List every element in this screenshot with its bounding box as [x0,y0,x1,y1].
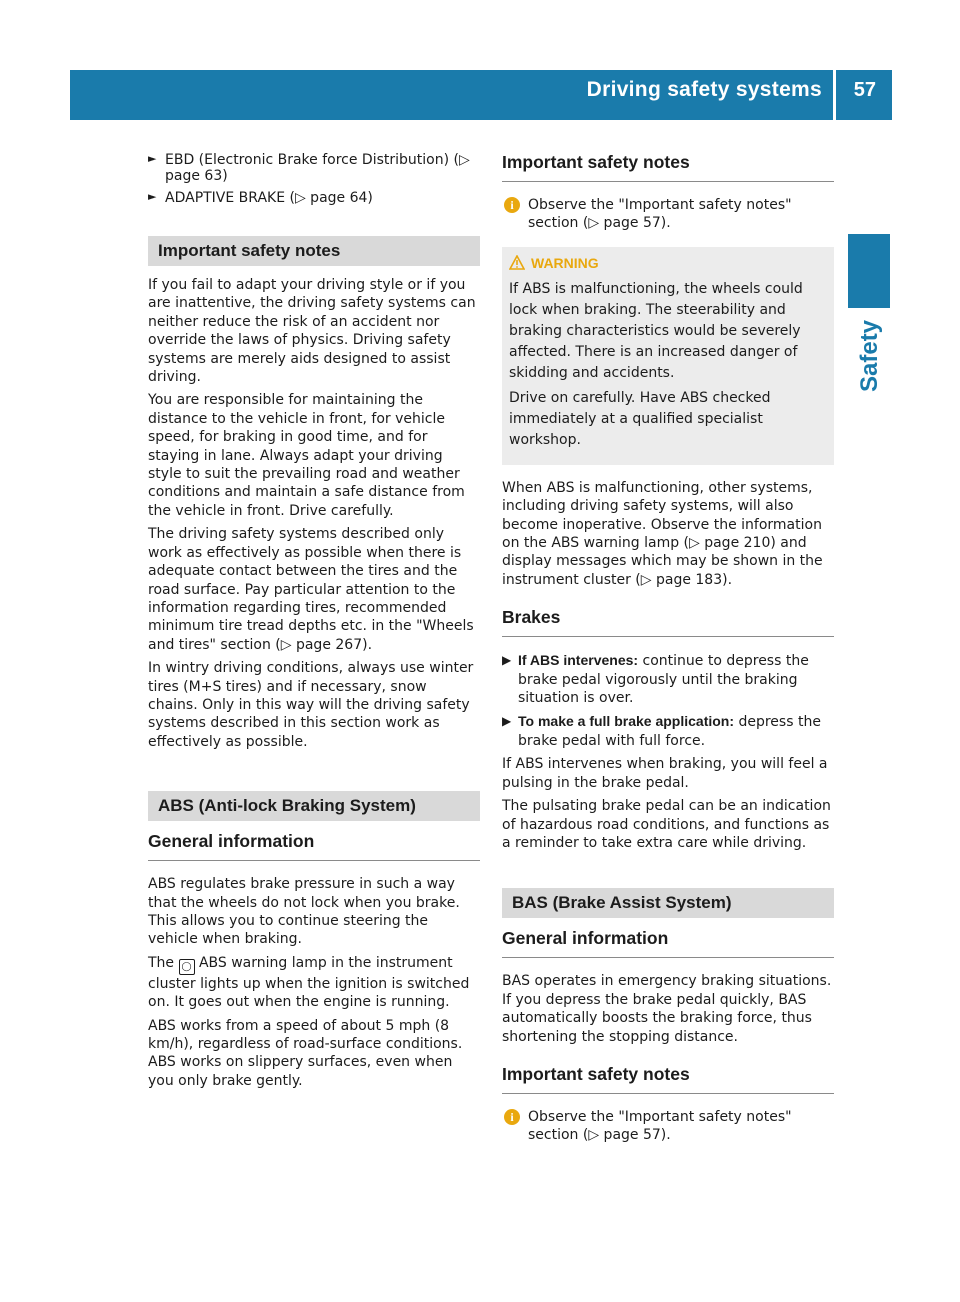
section-heading: Brakes [502,607,834,637]
paragraph: ABS regulates brake pressure in such a way that the wheels do not lock when you brake. This allows you to continue steering the vehicle when braking. [148,876,460,948]
info-note [502,1108,834,1145]
section-title: Driving safety systems [586,78,822,101]
info-icon: i [504,197,520,213]
page-number: 57 [853,79,876,101]
warning-text: If ABS is malfunctioning, the wheels could lock when braking. The steerability and braking characteristics would be severely affected. There is an increased danger of skidding and accidents. [509,280,803,381]
paragraph: If ABS intervenes when braking, you will feel a pulsing in the brake pedal. [502,756,828,791]
chapter-tab[interactable] [848,234,890,308]
arrow-right-icon: ▶ [502,714,512,729]
warning-label: WARNING [531,254,599,271]
paragraph[interactable]: When ABS is malfunctioning, other systems, including driving safety systems, will also become inoperative. Observe the information on the ABS warning lamp (▷ page 210) and display messages which may be shown in the instrument cluster (▷ page 183). [502,479,823,588]
chapter-label-text: Safety [856,319,883,392]
section-heading: Important safety notes [502,152,834,182]
paragraph: The pulsating brake pedal can be an indication of hazardous road conditions, and functions as a reminder to take extra care while driving. [502,798,831,851]
list-item-text[interactable]: EBD (Electronic Brake force Distribution) (▷ page 63) [165,152,470,184]
step-label: If ABS intervenes: [518,652,639,669]
section-heading: ABS (Anti-lock Braking System) [148,791,480,821]
text-fragment: ABS warning lamp in the instrument cluster lights up when the ignition is switched on. It goes out when the engine is running. [148,954,470,1011]
warning-box [502,247,834,465]
step-text: depress the brake pedal with full force. [518,714,821,749]
list-item-text[interactable]: ADAPTIVE BRAKE (▷ page 64) [165,190,373,206]
paragraph[interactable]: The driving safety systems described only work as effectively as possible when there is adequate contact between the tires and the road surface. Pay particular attention to the information regarding tires, recommended minimum tire tread depths etc. in the "Wheels and tires" section (▷ page 267). [148,526,474,653]
info-note [502,196,834,233]
bullet-icon: ► [148,190,157,203]
text-fragment: The [148,954,175,971]
subsection-heading: General information [502,928,834,958]
subsection-heading: General information [148,831,480,861]
section-heading: BAS (Brake Assist System) [502,888,834,918]
header-separator [833,70,836,120]
list-item [148,190,480,206]
section-heading: Important safety notes [502,1064,834,1094]
header-bar [70,70,892,120]
section-heading: Important safety notes [148,236,480,266]
right-column [502,152,834,1159]
instruction-step [502,712,834,750]
abs-warning-lamp-icon: ◯ [179,959,195,975]
step-text: continue to depress the brake pedal vigorously until the braking situation is over. [518,653,809,707]
paragraph: BAS operates in emergency braking situations. If you depress the brake pedal quickly, BAS automatically boosts the braking force, thus shortening the stopping distance. [502,973,832,1045]
warning-text: Drive on carefully. Have ABS checked immediately at a qualified specialist workshop. [509,389,771,448]
info-icon: i [504,1109,520,1125]
paragraph: In wintry driving conditions, always use winter tires (M+S tires) and if necessary, snow chains. Only in this way will the driving safety systems described in this section work as effectively as possible. [148,660,474,750]
bullet-icon: ► [148,152,157,165]
left-column [148,152,480,1095]
arrow-right-icon: ▶ [502,653,512,668]
step-label: To make a full brake application: [518,713,735,730]
warning-header [509,255,827,271]
paragraph: If you fail to adapt your driving style or if you are inattentive, the driving safety systems can neither reduce the risk of an accident nor override the laws of physics. Driving safety systems are merely aids designed to assist driving. [148,277,476,386]
instruction-step [502,651,834,707]
paragraph: You are responsible for maintaining the distance to the vehicle in front, for vehicle speed, for braking in good time, and for staying in lane. Always adapt your driving style to suit the prevailing road and weather conditions and maintain a safe distance from the vehicle in front. Drive carefully. [148,392,465,519]
paragraph [148,954,480,1012]
info-text[interactable]: Observe the "Important safety notes" section (▷ page 57). [528,197,792,232]
warning-triangle-icon [509,255,525,270]
info-text[interactable]: Observe the "Important safety notes" section (▷ page 57). [528,1108,792,1144]
paragraph: ABS works from a speed of about 5 mph (8 km/h), regardless of road-surface conditions. ABS works on slippery surfaces, even when you only brake gently. [148,1017,463,1089]
list-item [148,152,480,184]
